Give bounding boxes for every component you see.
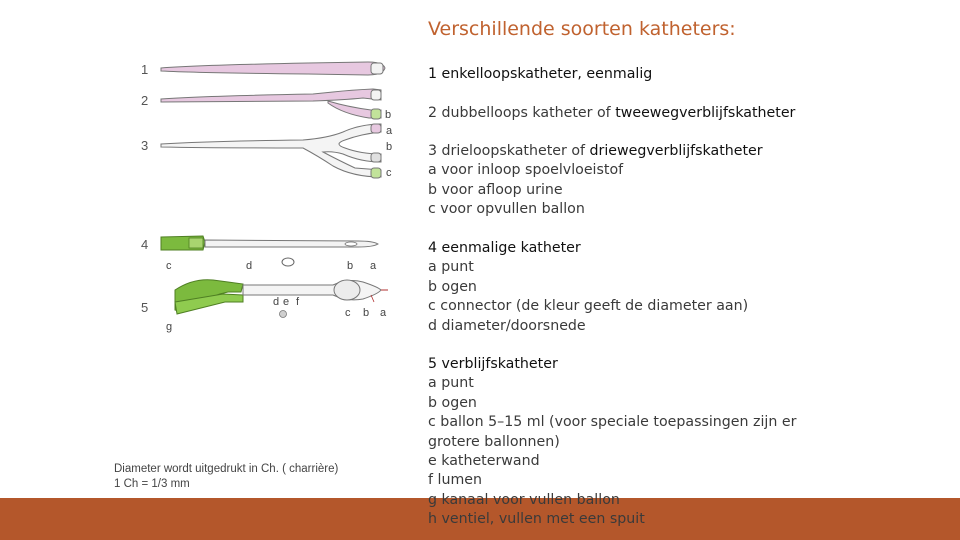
caption-line-2: 1 Ch = 1/3 mm	[114, 478, 190, 490]
block-5-heading: 5 verblijfskatheter	[428, 356, 558, 372]
label-3a: a	[386, 125, 393, 137]
label-4c: c	[166, 260, 172, 272]
block-3	[428, 142, 763, 220]
block-1	[428, 65, 652, 84]
label-2b: b	[385, 109, 392, 121]
label-3c: c	[386, 167, 392, 179]
block-4-line: b ogen	[428, 278, 477, 295]
row-number-2: 2	[141, 93, 149, 108]
block-5-line: f lumen	[428, 472, 482, 489]
block-5-line: g kanaal voor vullen ballon	[428, 491, 620, 508]
block-5	[428, 355, 848, 530]
block-4-line: d diameter/doorsnede	[428, 317, 586, 334]
row-number-5: 5	[141, 300, 149, 315]
label-4a: a	[370, 260, 377, 272]
caption	[114, 462, 404, 492]
catheter-illustration	[133, 52, 398, 347]
description-column	[428, 65, 848, 528]
block-5-line: grotere ballonnen)	[428, 433, 560, 450]
label-5e: e	[283, 296, 290, 308]
caption-line-1: Diameter wordt uitgedrukt in Ch. ( charrière)	[114, 463, 339, 475]
label-5b: b	[363, 307, 370, 319]
block-3-line: b voor afloop urine	[428, 181, 563, 198]
row-number-1: 1	[141, 62, 149, 77]
block-2-heading-prefix: 2 dubbelloops katheter of	[428, 105, 616, 121]
block-4	[428, 239, 748, 336]
block-5-line: c ballon 5–15 ml (voor speciale toepassingen zijn er	[428, 414, 797, 431]
label-3b: b	[386, 141, 393, 153]
block-5-line: e katheterwand	[428, 453, 540, 470]
label-5c: c	[345, 307, 351, 319]
block-3-heading-emph: driewegverblijfskatheter	[589, 143, 763, 159]
label-5a: a	[380, 307, 387, 319]
block-2-heading-emph: tweewegverblijfskatheter	[615, 105, 796, 121]
row-number-3: 3	[141, 138, 149, 153]
block-2-heading	[428, 104, 795, 123]
label-5d: d	[273, 296, 280, 308]
slide-title: Verschillende soorten katheters:	[428, 18, 736, 40]
block-2	[428, 104, 795, 123]
block-3-heading-prefix: 3 drieloopskatheter of	[428, 143, 590, 159]
block-3-line: a voor inloop spoelvloeistof	[428, 162, 624, 179]
block-1-heading: 1 enkelloopskatheter, eenmalig	[428, 66, 653, 82]
label-4d: d	[246, 260, 253, 272]
block-3-heading	[428, 142, 763, 161]
block-3-line: c voor opvullen ballon	[428, 201, 585, 218]
row-number-4: 4	[141, 237, 149, 252]
label-5g: g	[166, 321, 173, 333]
block-4-line: a punt	[428, 259, 474, 276]
block-5-line: a punt	[428, 375, 474, 392]
block-5-line: h ventiel, vullen met een spuit	[428, 511, 645, 528]
label-5f: f	[296, 296, 300, 308]
block-4-heading: 4 eenmalige katheter	[428, 240, 581, 256]
label-4b: b	[347, 260, 354, 272]
block-4-line: c connector (de kleur geeft de diameter aan)	[428, 298, 749, 315]
block-5-line: b ogen	[428, 394, 477, 411]
